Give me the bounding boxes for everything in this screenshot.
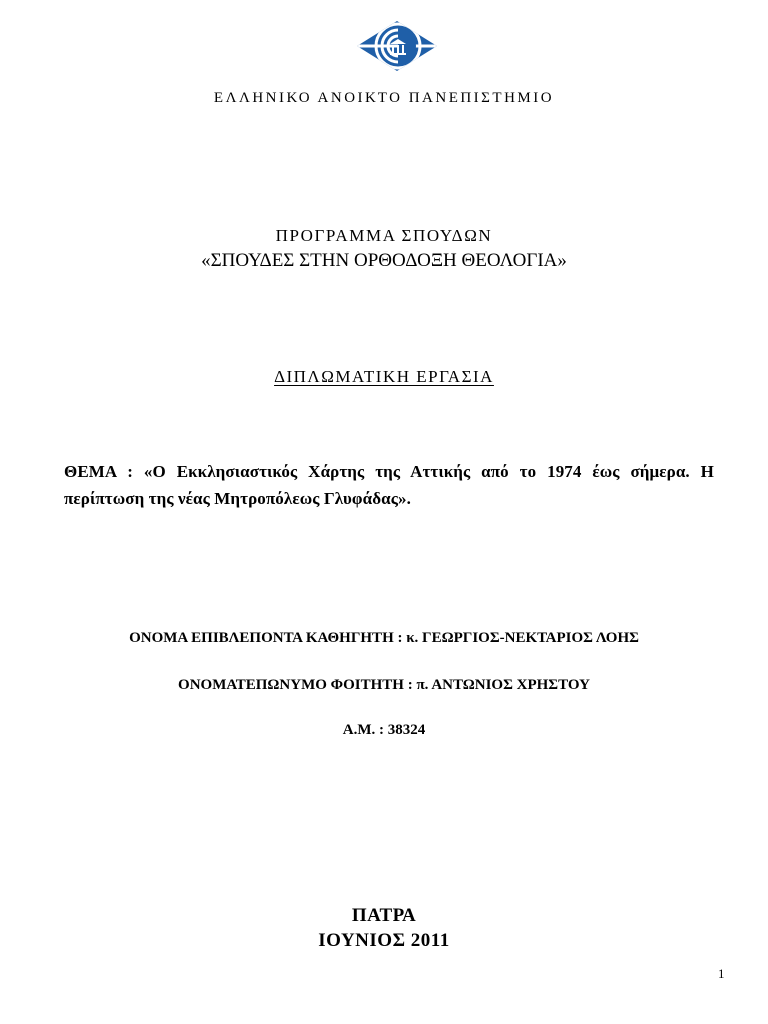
city: ΠΑΤΡΑ xyxy=(351,905,417,926)
thesis-heading: ΔΙΠΛΩΜΑΤΙΚΗ ΕΡΓΑΣΙΑ xyxy=(274,367,494,386)
registration-number: Α.Μ. : 38324 xyxy=(342,722,426,738)
page-number: 1 xyxy=(718,966,725,981)
program-label: ΠΡΟΓΡΑΜΜΑ ΣΠΟΥΔΩΝ xyxy=(275,226,493,245)
student-line: ΟΝΟΜΑΤΕΠΩΝΥΜΟ ΦΟΙΤΗΤΗ : π. ΑΝΤΩΝΙΟΣ ΧΡΗΣΤΟΥ xyxy=(178,677,590,693)
supervisor-line: ΟΝΟΜΑ ΕΠΙΒΛΕΠΟΝΤΑ ΚΑΘΗΓΗΤΗ : κ. ΓΕΩΡΓΙΟΣ-ΝΕΚΤΑΡΙΟΣ ΛΟΗΣ xyxy=(129,630,639,646)
program-title: «ΣΠΟΥΔΕΣ ΣΤΗΝ ΟΡΘΟΔΟΞΗ ΘΕΟΛΟΓΙΑ» xyxy=(201,250,567,271)
thesis-topic: ΘΕΜΑ : «Ο Εκκλησιαστικός Χάρτης της Αττικής από το 1974 έως σήμερα. Η περίπτωση της νέας Μητροπόλεως Γλυφάδας». xyxy=(64,462,714,508)
university-name: ΕΛΛΗΝΙΚΟ ΑΝΟΙΚΤΟ ΠΑΝΕΠΙΣΤΗΜΙΟ xyxy=(213,90,555,106)
university-logo-icon xyxy=(356,20,438,72)
submission-date: ΙΟΥΝΙΟΣ 2011 xyxy=(318,930,450,951)
